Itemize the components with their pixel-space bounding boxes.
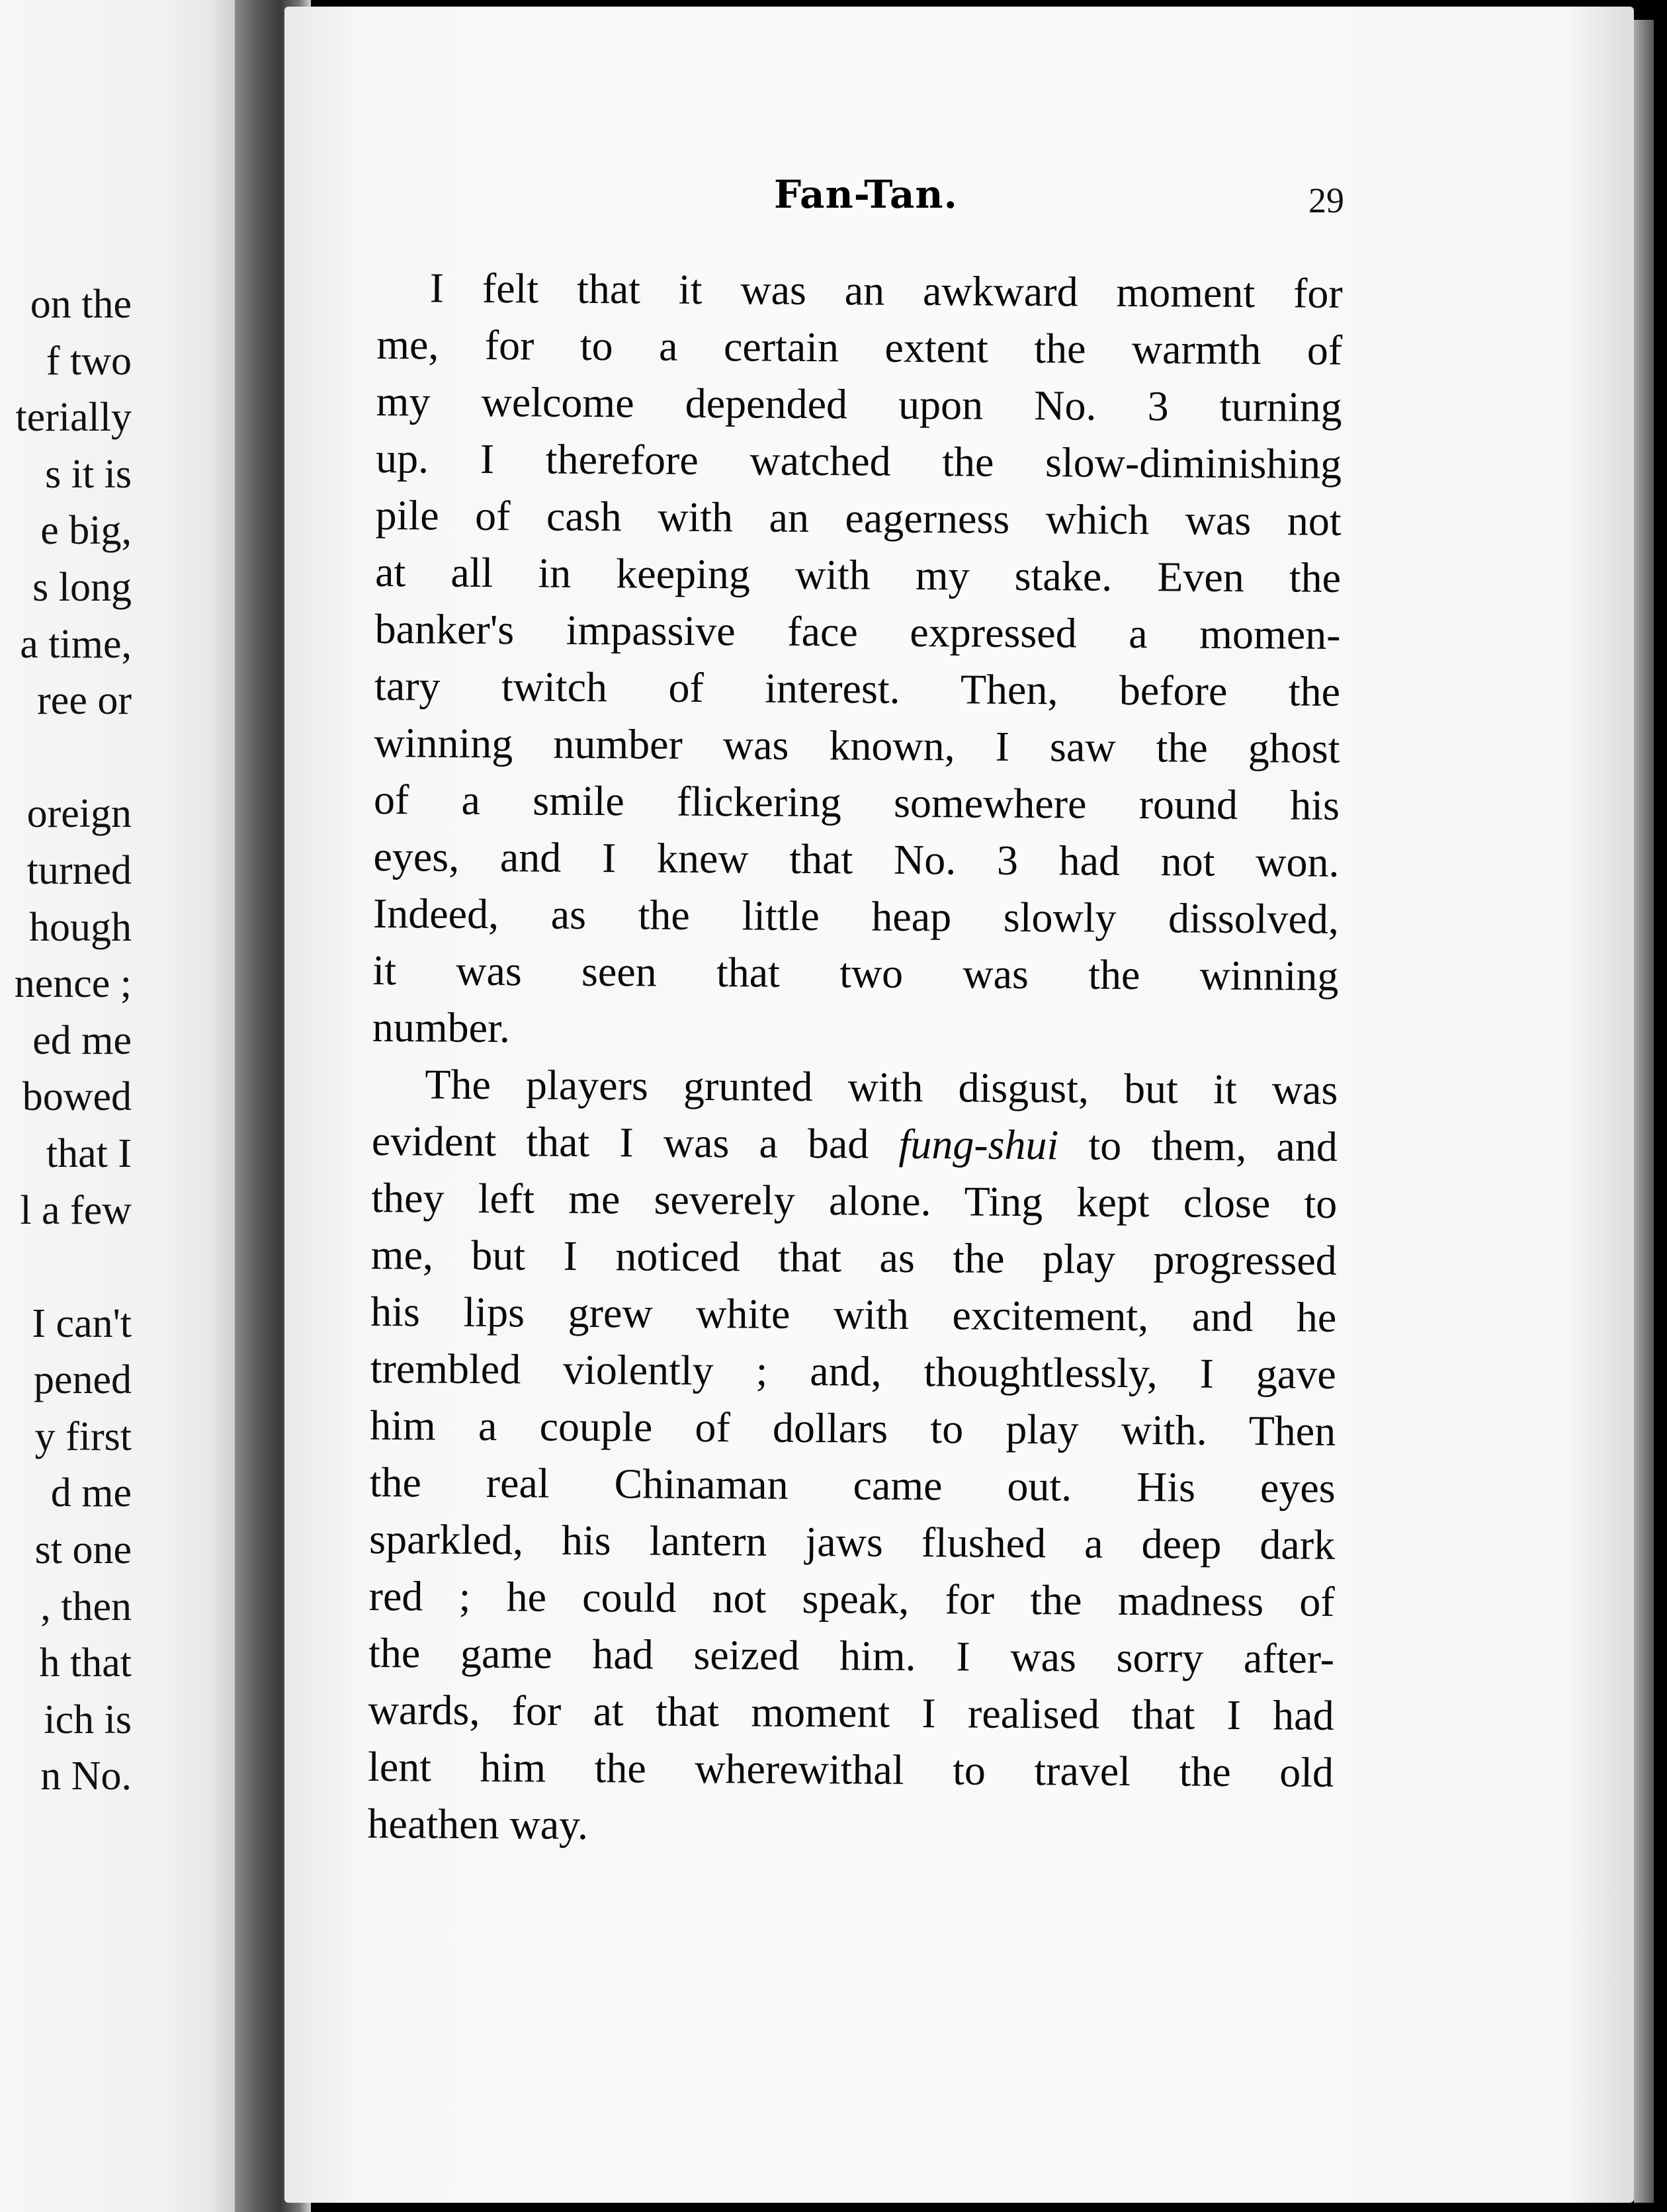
facing-text-line: y first bbox=[34, 1414, 132, 1459]
paragraph-2 bbox=[367, 1056, 1338, 1858]
facing-text-line: hough bbox=[29, 904, 132, 950]
facing-text-line: e big, bbox=[40, 508, 132, 554]
text-line: trembled violently ; and, thoughtlessly, I gave bbox=[370, 1344, 1336, 1398]
facing-text-line: l a few bbox=[20, 1187, 132, 1233]
text-line bbox=[372, 1113, 1338, 1175]
text-line: winning number was known, I saw the ghost bbox=[374, 718, 1340, 772]
facing-text-line: st one bbox=[34, 1527, 132, 1573]
text-line: the game had seized him. I was sorry after- bbox=[368, 1629, 1335, 1682]
facing-text-line: terially bbox=[15, 395, 132, 441]
text-line: Indeed, as the little heap slowly dissolved, bbox=[372, 889, 1340, 943]
text-line: I felt that it was an awkward moment for bbox=[429, 264, 1343, 317]
facing-text-line: ree or bbox=[37, 678, 132, 724]
facing-text-line: nence ; bbox=[14, 961, 132, 1007]
facing-text-line: on the bbox=[30, 282, 132, 327]
text-line: eyes, and I knew that No. 3 had not won. bbox=[373, 832, 1340, 886]
text-line: tary twitch of interest. Then, before the bbox=[374, 661, 1341, 715]
text-line: number. bbox=[372, 1003, 511, 1052]
facing-text-line: turned bbox=[26, 847, 132, 893]
facing-text-line: s it is bbox=[45, 451, 132, 497]
page-edge bbox=[1634, 20, 1654, 2203]
facing-text-line: that I bbox=[46, 1130, 132, 1176]
body-text bbox=[367, 259, 1343, 1858]
text-line: heathen way. bbox=[367, 1799, 589, 1848]
paragraph-1 bbox=[372, 259, 1343, 1062]
text-line: it was seen that two was the winning bbox=[372, 946, 1339, 1000]
text-line: of a smile flickering somewhere round his bbox=[373, 775, 1340, 829]
text-line: pile of cash with an eagerness which was not bbox=[375, 491, 1342, 544]
facing-text-line: h that bbox=[39, 1640, 132, 1686]
facing-text-line: oreign bbox=[26, 791, 132, 837]
facing-text-line: a time, bbox=[20, 621, 132, 667]
facing-text-line: n No. bbox=[40, 1754, 132, 1799]
text-line: lent him the wherewithal to travel the old bbox=[367, 1742, 1334, 1796]
italic-term: fung-shui bbox=[898, 1120, 1059, 1169]
text-line: the real Chinaman came out. His eyes bbox=[369, 1458, 1336, 1511]
text-line: sparkled, his lantern jaws flushed a deep dark bbox=[368, 1515, 1336, 1568]
text-line: me, but I noticed that as the play progressed bbox=[370, 1230, 1337, 1284]
text-line: The players grunted with disgust, but it was bbox=[425, 1060, 1338, 1113]
text-line: red ; he could not speak, for the madness of bbox=[368, 1572, 1335, 1625]
facing-text-line: pened bbox=[33, 1357, 132, 1403]
text-line: my welcome depended upon No. 3 turning bbox=[376, 377, 1342, 431]
facing-page bbox=[0, 0, 235, 2212]
text-line: me, for to a certain extent the warmth of bbox=[376, 320, 1343, 374]
line-gap bbox=[0, 730, 132, 787]
paragraph-2-rest bbox=[367, 1170, 1337, 1858]
facing-text-line: ed me bbox=[32, 1017, 132, 1063]
facing-text-line: , then bbox=[40, 1584, 132, 1629]
facing-text-line: ich is bbox=[44, 1697, 132, 1742]
facing-page-text bbox=[0, 276, 132, 1805]
text-line: up. I therefore watched the slow-diminishing bbox=[375, 434, 1342, 488]
text-line: him a couple of dollars to play with. Then bbox=[370, 1401, 1336, 1455]
facing-text-line: d me bbox=[50, 1470, 132, 1516]
facing-text-line: I can't bbox=[32, 1300, 132, 1346]
text-line: at all in keeping with my stake. Even the bbox=[374, 548, 1342, 601]
text-line: banker's impassive face expressed a momen- bbox=[374, 605, 1341, 658]
facing-text-line: bowed bbox=[22, 1074, 132, 1120]
text-line: they left me severely alone. Ting kept close to bbox=[371, 1173, 1338, 1227]
text-line: wards, for at that moment I realised that I had bbox=[368, 1685, 1334, 1739]
text-line: his lips grew white with excitement, and he bbox=[370, 1287, 1337, 1341]
facing-text-line: s long bbox=[32, 564, 132, 610]
facing-text-line: f two bbox=[46, 338, 132, 384]
running-head: Fan-Tan. bbox=[774, 172, 958, 217]
text-span: evident that I was a bad bbox=[371, 1117, 899, 1168]
page-number: 29 bbox=[1308, 181, 1344, 220]
line-gap bbox=[0, 1239, 132, 1296]
text-span: to them, and bbox=[1058, 1121, 1338, 1170]
